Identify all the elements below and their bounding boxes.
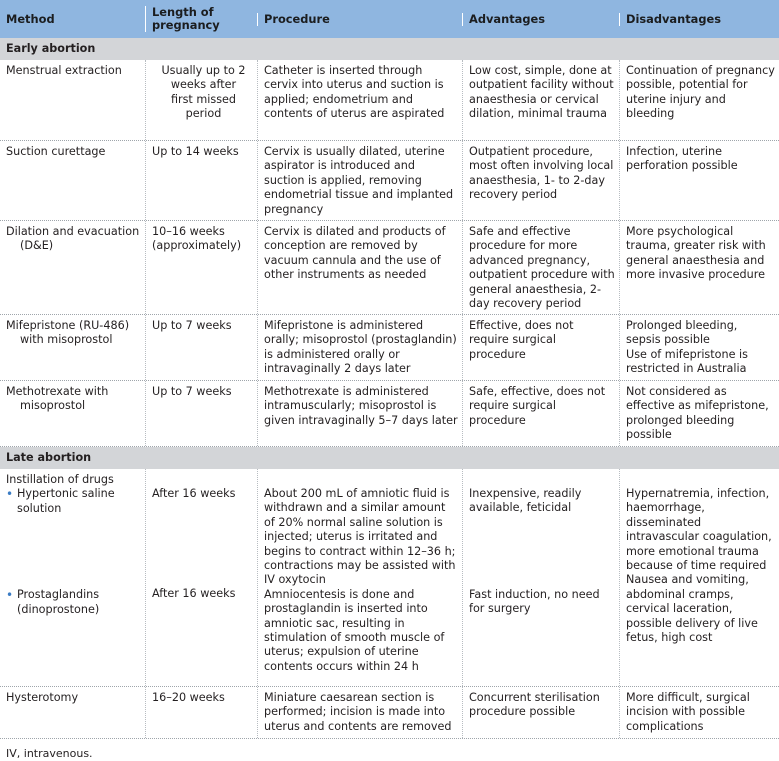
advantages-cell: Safe, effective, does not require surgical procedure xyxy=(462,381,619,446)
length-cell xyxy=(145,221,257,314)
saline-length: After 16 weeks xyxy=(152,487,236,500)
prostaglandins-disadvantages: Nausea and vomiting, abdominal cramps, cervical laceration, possible delivery of live fetus, high cost xyxy=(626,573,758,645)
prostaglandins-advantages: Fast induction, no need for surgery xyxy=(469,587,600,616)
method-cell xyxy=(0,469,145,686)
spacer xyxy=(469,516,615,588)
procedure-cell: Cervix is dilated and products of conception are removed by vacuum cannula and the use of other instruments as needed xyxy=(257,221,462,314)
spacer xyxy=(152,473,253,487)
table-header-row xyxy=(0,0,779,38)
advantages-cell: Outpatient procedure, most often involving local anaesthesia, 1- to 2-day recovery period xyxy=(462,141,619,220)
saline-method: Hypertonic saline solution xyxy=(17,487,115,515)
bullet-icon: • xyxy=(6,487,14,502)
procedure-cell: Catheter is inserted through cervix into uterus and suction is applied; endometrium and contents of uterus are aspirated xyxy=(257,60,462,140)
spacer xyxy=(264,473,458,487)
prostaglandins-length: After 16 weeks xyxy=(152,587,236,601)
method-line-1: Methotrexate with xyxy=(6,385,109,398)
method-line-2: misoprostol xyxy=(20,399,86,413)
method-line-1: Dilation and evacuation xyxy=(6,225,140,238)
method-line-2: (D&E) xyxy=(20,239,54,253)
method-cell: Suction curettage xyxy=(6,145,106,158)
table-row xyxy=(0,141,779,221)
advantages-cell: Low cost, simple, done at outpatient facility without anaesthesia or cervical dilation, minimal trauma xyxy=(462,60,619,140)
length-cell: Up to 7 weeks xyxy=(145,315,257,380)
advantages-cell: Effective, does not require surgical procedure xyxy=(462,315,619,380)
spacer xyxy=(152,501,253,587)
table-row xyxy=(0,381,779,447)
list-item-prostaglandins xyxy=(6,588,141,617)
procedure-cell xyxy=(257,469,462,686)
disadvantages-line-2: Use of mifepristone is restricted in Australia xyxy=(626,347,748,376)
length-line-1: 10–16 weeks xyxy=(152,225,225,238)
header-disadvantages: Disadvantages xyxy=(619,13,779,26)
length-cell: Up to 7 weeks xyxy=(145,381,257,446)
table-row xyxy=(0,221,779,315)
length-cell: 16–20 weeks xyxy=(145,687,257,738)
section-title-late: Late abortion xyxy=(6,450,92,464)
method-cell xyxy=(0,381,145,446)
spacer xyxy=(6,516,141,588)
prostaglandins-method: Prostaglandins (dinoprostone) xyxy=(17,588,100,616)
length-cell xyxy=(145,469,257,686)
method-cell: Hysterotomy xyxy=(6,691,79,704)
saline-disadvantages: Hypernatremia, infection, haemorrhage, disseminated intravascular coagulation, more emotional trauma because of time required xyxy=(626,487,772,573)
table-footnote: IV, intravenous. xyxy=(6,747,93,760)
length-cell: Usually up to 2 weeks after first missed period xyxy=(145,60,257,140)
disadvantages-cell: More psychological trauma, greater risk with general anaesthesia and more invasive procedure xyxy=(619,221,779,314)
disadvantages-cell: Infection, uterine perforation possible xyxy=(619,141,779,220)
advantages-cell: Safe and effective procedure for more advanced pregnancy, outpatient procedure with general anaesthesia, 2-day recovery period xyxy=(462,221,619,314)
table-row xyxy=(0,687,779,739)
advantages-cell xyxy=(462,469,619,686)
section-late-abortion xyxy=(0,447,779,469)
header-advantages: Advantages xyxy=(462,13,619,26)
saline-advantages: Inexpensive, readily available, feticidal xyxy=(469,487,582,515)
method-cell xyxy=(0,221,145,314)
bullet-icon: • xyxy=(6,588,14,603)
method-line-1: Mifepristone (RU-486) xyxy=(6,319,130,332)
disadvantages-cell xyxy=(619,469,779,686)
prostaglandins-procedure: Amniocentesis is done and prostaglandin is inserted into amniotic sac, resulting in stimulation of smooth muscle of uterus; expulsion of uterine contents occurs within 24 h xyxy=(264,587,445,673)
section-title-early: Early abortion xyxy=(6,41,96,55)
disadvantages-cell xyxy=(619,315,779,380)
spacer xyxy=(469,473,615,487)
instillation-label: Instillation of drugs xyxy=(6,473,114,486)
procedure-cell: Miniature caesarean section is performed; incision is made into uterus and contents are removed xyxy=(257,687,462,738)
procedure-cell: Cervix is usually dilated, uterine aspirator is introduced and suction is applied, removing endometrial tissue and implanted pregnancy xyxy=(257,141,462,220)
disadvantages-cell: Not considered as effective as mifepristone, prolonged bleeding possible xyxy=(619,381,779,446)
header-length: Length of pregnancy xyxy=(145,6,257,32)
procedure-cell: Mifepristone is administered orally; misoprostol (prostaglandin) is administered orally or intravaginally 2 days later xyxy=(257,315,462,380)
method-cell xyxy=(0,315,145,380)
disadvantages-cell: Continuation of pregnancy possible, potential for uterine injury and bleeding xyxy=(619,60,779,140)
table-row xyxy=(0,469,779,687)
disadvantages-line-1: Prolonged bleeding, sepsis possible xyxy=(626,319,738,347)
procedure-cell: Methotrexate is administered intramuscularly; misoprostol is given intravaginally 5–7 days later xyxy=(257,381,462,446)
header-method: Method xyxy=(6,11,55,26)
method-line-2: with misoprostol xyxy=(20,333,113,347)
section-early-abortion xyxy=(0,38,779,60)
table-row xyxy=(0,60,779,141)
length-line-2: (approximately) xyxy=(152,239,242,253)
disadvantages-cell: More difficult, surgical incision with possible complications xyxy=(619,687,779,738)
length-cell: Up to 14 weeks xyxy=(145,141,257,220)
header-procedure: Procedure xyxy=(257,13,462,26)
method-cell: Menstrual extraction xyxy=(6,64,122,77)
spacer xyxy=(626,473,775,487)
advantages-cell: Concurrent sterilisation procedure possible xyxy=(462,687,619,738)
list-item-saline xyxy=(6,487,141,516)
saline-procedure: About 200 mL of amniotic fluid is withdrawn and a similar amount of 20% normal saline solution is injected; uterus is irritated and begins to contract within 12–36 h; contractions may be assisted with IV oxytocin xyxy=(264,487,456,587)
table-row xyxy=(0,315,779,381)
